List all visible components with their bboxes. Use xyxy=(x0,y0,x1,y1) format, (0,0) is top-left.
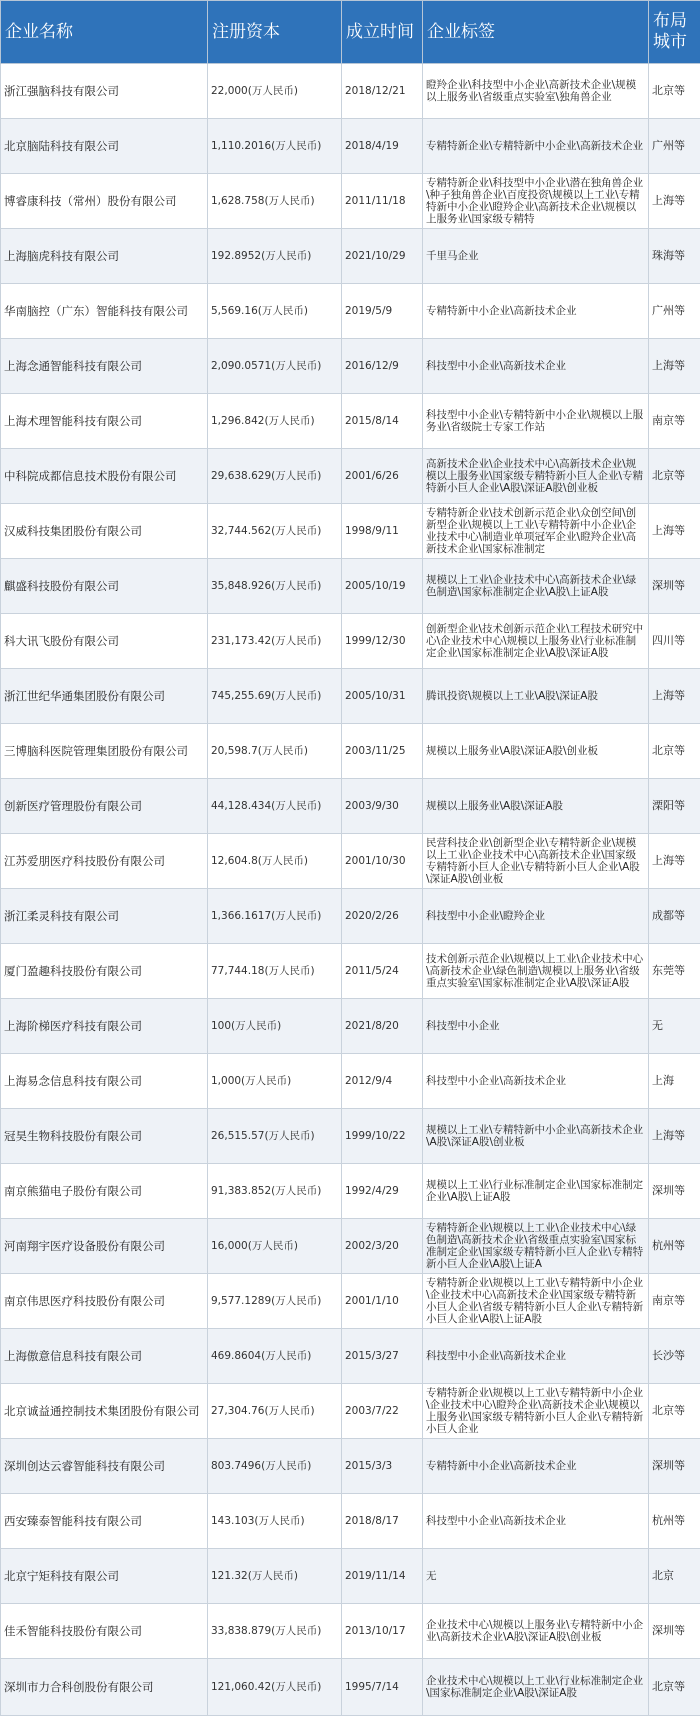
founded-date-cell: 2003/11/25 xyxy=(342,724,423,779)
table-row xyxy=(1,119,700,174)
company-tags-cell xyxy=(423,889,649,944)
city-cell: 四川等 xyxy=(649,614,700,669)
founded-date-cell: 2013/10/17 xyxy=(342,1604,423,1659)
city-cell: 溧阳等 xyxy=(649,779,700,834)
city-cell: 无 xyxy=(649,999,700,1054)
company-tags-cell xyxy=(423,614,649,669)
city-cell: 北京等 xyxy=(649,724,700,779)
registered-capital-cell: 231,173.42(万人民币) xyxy=(208,614,342,669)
table-row xyxy=(1,174,700,229)
header-row xyxy=(1,1,700,64)
company-tags-text: 专精特新中小企业\高新技术企业 xyxy=(426,305,645,317)
founded-date-cell: 2011/11/18 xyxy=(342,174,423,229)
company-tags-cell xyxy=(423,1054,649,1109)
company-name-cell: 西安臻泰智能科技有限公司 xyxy=(1,1494,208,1549)
company-name-cell: 北京宁矩科技有限公司 xyxy=(1,1549,208,1604)
founded-date-cell: 2018/4/19 xyxy=(342,119,423,174)
registered-capital-cell: 32,744.562(万人民币) xyxy=(208,504,342,559)
company-name-cell: 麒盛科技股份有限公司 xyxy=(1,559,208,614)
company-tags-cell xyxy=(423,1604,649,1659)
company-tags-text: 科技型中小企业\高新技术企业 xyxy=(426,1075,645,1087)
company-tags-text: 规模以上工业\专精特新中小企业\高新技术企业\A股\深证A股\创业板 xyxy=(426,1124,645,1148)
founded-date-cell: 1998/9/11 xyxy=(342,504,423,559)
city-cell: 上海等 xyxy=(649,669,700,724)
table-row xyxy=(1,669,700,724)
registered-capital-cell: 2,090.0571(万人民币) xyxy=(208,339,342,394)
company-name-cell: 厦门盈趣科技股份有限公司 xyxy=(1,944,208,999)
founded-date-cell: 1995/7/14 xyxy=(342,1659,423,1716)
header-founded-date: 成立时间 xyxy=(342,1,423,64)
registered-capital-cell: 29,638.629(万人民币) xyxy=(208,449,342,504)
company-name-cell: 江苏爱朋医疗科技股份有限公司 xyxy=(1,834,208,889)
registered-capital-cell: 5,569.16(万人民币) xyxy=(208,284,342,339)
company-tags-text: 规模以上工业\行业标准制定企业\国家标准制定企业\A股\上证A股 xyxy=(426,1179,645,1203)
city-cell: 南京等 xyxy=(649,394,700,449)
company-tags-cell xyxy=(423,119,649,174)
table-row xyxy=(1,1384,700,1439)
registered-capital-cell: 16,000(万人民币) xyxy=(208,1219,342,1274)
company-name-cell: 浙江柔灵科技有限公司 xyxy=(1,889,208,944)
company-tags-text: 科技型中小企业\高新技术企业 xyxy=(426,1350,645,1362)
city-cell: 上海 xyxy=(649,1054,700,1109)
city-cell: 广州等 xyxy=(649,284,700,339)
registered-capital-cell: 143.103(万人民币) xyxy=(208,1494,342,1549)
founded-date-cell: 2019/11/14 xyxy=(342,1549,423,1604)
header-company-tags: 企业标签 xyxy=(423,1,649,64)
table-row xyxy=(1,614,700,669)
company-name-cell: 上海易念信息科技有限公司 xyxy=(1,1054,208,1109)
company-name-cell: 浙江强脑科技有限公司 xyxy=(1,64,208,119)
table-row xyxy=(1,944,700,999)
city-cell: 上海等 xyxy=(649,174,700,229)
company-tags-cell xyxy=(423,724,649,779)
founded-date-cell: 2019/5/9 xyxy=(342,284,423,339)
table-row xyxy=(1,284,700,339)
header-company-name: 企业名称 xyxy=(1,1,208,64)
table-row xyxy=(1,1054,700,1109)
city-cell: 深圳等 xyxy=(649,559,700,614)
city-cell: 南京等 xyxy=(649,1274,700,1329)
company-name-cell: 上海术理智能科技有限公司 xyxy=(1,394,208,449)
city-cell: 深圳等 xyxy=(649,1604,700,1659)
table-row xyxy=(1,779,700,834)
company-tags-cell xyxy=(423,1384,649,1439)
city-cell: 东莞等 xyxy=(649,944,700,999)
company-tags-cell xyxy=(423,834,649,889)
city-cell: 北京等 xyxy=(649,1384,700,1439)
company-tags-cell xyxy=(423,669,649,724)
registered-capital-cell: 77,744.18(万人民币) xyxy=(208,944,342,999)
company-tags-text: 企业技术中心\规模以上工业\行业标准制定企业\国家标准制定企业\A股\深证A股 xyxy=(426,1675,645,1699)
company-tags-text: 专精特新企业\规模以上工业\企业技术中心\绿色制造\高新技术企业\省级重点实验室\国家标准制定企业\国家级专精特新小巨人企业\专精特新小巨人企业\A股\上证A xyxy=(426,1222,645,1270)
table-row xyxy=(1,834,700,889)
registered-capital-cell: 192.8952(万人民币) xyxy=(208,229,342,284)
registered-capital-cell: 26,515.57(万人民币) xyxy=(208,1109,342,1164)
city-cell: 杭州等 xyxy=(649,1219,700,1274)
company-name-cell: 北京诚益通控制技术集团股份有限公司 xyxy=(1,1384,208,1439)
founded-date-cell: 2002/3/20 xyxy=(342,1219,423,1274)
company-tags-text: 规模以上服务业\A股\深证A股 xyxy=(426,800,645,812)
company-tags-text: 专精特新企业\科技型中小企业\潜在独角兽企业\种子独角兽企业\百度投资\规模以上工业\专精特新中小企业\瞪羚企业\高新技术企业\规模以上服务业\国家级专精特 xyxy=(426,177,645,225)
registered-capital-cell: 9,577.1289(万人民币) xyxy=(208,1274,342,1329)
city-cell: 北京等 xyxy=(649,1659,700,1716)
founded-date-cell: 2003/7/22 xyxy=(342,1384,423,1439)
company-tags-text: 高新技术企业\企业技术中心\高新技术企业\规模以上服务业\国家级专精特新小巨人企业\专精特新小巨人企业\A股\深证A股\创业板 xyxy=(426,458,645,494)
company-name-cell: 科大讯飞股份有限公司 xyxy=(1,614,208,669)
company-tags-text: 专精特新中小企业\高新技术企业 xyxy=(426,1460,645,1472)
company-tags-cell xyxy=(423,64,649,119)
company-name-cell: 河南翔宇医疗设备股份有限公司 xyxy=(1,1219,208,1274)
table-row xyxy=(1,1439,700,1494)
table-row xyxy=(1,1329,700,1384)
company-tags-cell xyxy=(423,1494,649,1549)
company-tags-cell xyxy=(423,779,649,834)
founded-date-cell: 2020/2/26 xyxy=(342,889,423,944)
company-tags-cell xyxy=(423,229,649,284)
company-tags-text: 专精特新企业\专精特新中小企业\高新技术企业 xyxy=(426,140,645,152)
company-tags-cell xyxy=(423,1109,649,1164)
registered-capital-cell: 469.8604(万人民币) xyxy=(208,1329,342,1384)
company-tags-cell xyxy=(423,1549,649,1604)
company-name-cell: 中科院成都信息技术股份有限公司 xyxy=(1,449,208,504)
city-cell: 杭州等 xyxy=(649,1494,700,1549)
city-cell: 上海等 xyxy=(649,1109,700,1164)
founded-date-cell: 2021/8/20 xyxy=(342,999,423,1054)
registered-capital-cell: 1,366.1617(万人民币) xyxy=(208,889,342,944)
registered-capital-cell: 1,296.842(万人民币) xyxy=(208,394,342,449)
company-tags-cell xyxy=(423,1164,649,1219)
company-tags-text: 民营科技企业\创新型企业\专精特新企业\规模以上工业\企业技术中心\高新技术企业\国家级专精特新小巨人企业\专精特新小巨人企业\A股\深证A股\创业板 xyxy=(426,837,645,885)
registered-capital-cell: 1,110.2016(万人民币) xyxy=(208,119,342,174)
founded-date-cell: 1992/4/29 xyxy=(342,1164,423,1219)
city-cell: 上海等 xyxy=(649,339,700,394)
table-row xyxy=(1,724,700,779)
table-row xyxy=(1,64,700,119)
city-cell: 珠海等 xyxy=(649,229,700,284)
table-row xyxy=(1,1274,700,1329)
company-name-cell: 南京伟思医疗科技股份有限公司 xyxy=(1,1274,208,1329)
city-cell: 成都等 xyxy=(649,889,700,944)
company-name-cell: 三博脑科医院管理集团股份有限公司 xyxy=(1,724,208,779)
city-cell: 上海等 xyxy=(649,834,700,889)
table-row xyxy=(1,1549,700,1604)
founded-date-cell: 2016/12/9 xyxy=(342,339,423,394)
table-row xyxy=(1,999,700,1054)
city-cell: 广州等 xyxy=(649,119,700,174)
registered-capital-cell: 20,598.7(万人民币) xyxy=(208,724,342,779)
company-tags-cell xyxy=(423,999,649,1054)
company-tags-text: 技术创新示范企业\规模以上工业\企业技术中心\高新技术企业\绿色制造\规模以上服务业\省级重点实验室\国家标准制定企业\A股\深证A股 xyxy=(426,953,645,989)
company-tags-cell xyxy=(423,1439,649,1494)
registered-capital-cell: 27,304.76(万人民币) xyxy=(208,1384,342,1439)
city-cell: 北京等 xyxy=(649,449,700,504)
company-tags-cell xyxy=(423,394,649,449)
registered-capital-cell: 100(万人民币) xyxy=(208,999,342,1054)
company-tags-text: 专精特新企业\规模以上工业\专精特新中小企业\企业技术中心\高新技术企业\国家级专精特新小巨人企业\省级专精特新小巨人企业\专精特新小巨人企业\A股\上证A股 xyxy=(426,1277,645,1325)
founded-date-cell: 2018/8/17 xyxy=(342,1494,423,1549)
table-row xyxy=(1,449,700,504)
founded-date-cell: 2015/3/3 xyxy=(342,1439,423,1494)
registered-capital-cell: 803.7496(万人民币) xyxy=(208,1439,342,1494)
company-tags-cell xyxy=(423,1219,649,1274)
registered-capital-cell: 121.32(万人民币) xyxy=(208,1549,342,1604)
company-name-cell: 上海脑虎科技有限公司 xyxy=(1,229,208,284)
founded-date-cell: 2015/8/14 xyxy=(342,394,423,449)
registered-capital-cell: 1,000(万人民币) xyxy=(208,1054,342,1109)
registered-capital-cell: 35,848.926(万人民币) xyxy=(208,559,342,614)
company-tags-text: 科技型中小企业 xyxy=(426,1020,645,1032)
company-name-cell: 华南脑控（广东）智能科技有限公司 xyxy=(1,284,208,339)
city-cell: 深圳等 xyxy=(649,1164,700,1219)
table-row xyxy=(1,1164,700,1219)
company-name-cell: 上海念通智能科技有限公司 xyxy=(1,339,208,394)
founded-date-cell: 2015/3/27 xyxy=(342,1329,423,1384)
company-tags-cell xyxy=(423,174,649,229)
company-name-cell: 浙江世纪华通集团股份有限公司 xyxy=(1,669,208,724)
registered-capital-cell: 91,383.852(万人民币) xyxy=(208,1164,342,1219)
table-row xyxy=(1,394,700,449)
company-tags-text: 千里马企业 xyxy=(426,250,645,262)
company-name-cell: 北京脑陆科技有限公司 xyxy=(1,119,208,174)
company-name-cell: 冠昊生物科技股份有限公司 xyxy=(1,1109,208,1164)
company-tags-text: 瞪羚企业\科技型中小企业\高新技术企业\规模以上服务业\省级重点实验室\独角兽企业 xyxy=(426,79,645,103)
company-tags-cell xyxy=(423,339,649,394)
company-tags-text: 科技型中小企业\高新技术企业 xyxy=(426,360,645,372)
registered-capital-cell: 745,255.69(万人民币) xyxy=(208,669,342,724)
founded-date-cell: 2005/10/19 xyxy=(342,559,423,614)
company-tags-text: 企业技术中心\规模以上服务业\专精特新中小企业\高新技术企业\A股\深证A股\创业板 xyxy=(426,1619,645,1643)
city-cell: 北京等 xyxy=(649,64,700,119)
header-registered-capital: 注册资本 xyxy=(208,1,342,64)
table-row xyxy=(1,229,700,284)
city-cell: 上海等 xyxy=(649,504,700,559)
table-row xyxy=(1,504,700,559)
founded-date-cell: 2018/12/21 xyxy=(342,64,423,119)
founded-date-cell: 2003/9/30 xyxy=(342,779,423,834)
table-row xyxy=(1,1109,700,1164)
company-name-cell: 佳禾智能科技股份有限公司 xyxy=(1,1604,208,1659)
company-tags-text: 规模以上服务业\A股\深证A股\创业板 xyxy=(426,745,645,757)
company-tags-cell xyxy=(423,1274,649,1329)
founded-date-cell: 1999/12/30 xyxy=(342,614,423,669)
company-name-cell: 创新医疗管理股份有限公司 xyxy=(1,779,208,834)
registered-capital-cell: 33,838.879(万人民币) xyxy=(208,1604,342,1659)
registered-capital-cell: 44,128.434(万人民币) xyxy=(208,779,342,834)
table-row xyxy=(1,339,700,394)
table-row xyxy=(1,1494,700,1549)
city-cell: 深圳等 xyxy=(649,1439,700,1494)
table-row xyxy=(1,1219,700,1274)
company-tags-cell xyxy=(423,504,649,559)
company-name-cell: 上海傲意信息科技有限公司 xyxy=(1,1329,208,1384)
registered-capital-cell: 12,604.8(万人民币) xyxy=(208,834,342,889)
table-row xyxy=(1,1604,700,1659)
table-row xyxy=(1,559,700,614)
founded-date-cell: 2001/1/10 xyxy=(342,1274,423,1329)
company-name-cell: 深圳创达云睿智能科技有限公司 xyxy=(1,1439,208,1494)
founded-date-cell: 1999/10/22 xyxy=(342,1109,423,1164)
company-tags-text: 创新型企业\技术创新示范企业\工程技术研究中心\企业技术中心\规模以上服务业\行业标准制定企业\国家标准制定企业\A股\深证A股 xyxy=(426,623,645,659)
company-tags-text: 腾讯投资\规模以上工业\A股\深证A股 xyxy=(426,690,645,702)
registered-capital-cell: 1,628.758(万人民币) xyxy=(208,174,342,229)
company-name-cell: 汉威科技集团股份有限公司 xyxy=(1,504,208,559)
founded-date-cell: 2021/10/29 xyxy=(342,229,423,284)
company-name-cell: 南京熊猫电子股份有限公司 xyxy=(1,1164,208,1219)
company-tags-text: 规模以上工业\企业技术中心\高新技术企业\绿色制造\国家标准制定企业\A股\上证A股 xyxy=(426,574,645,598)
company-name-cell: 深圳市力合科创股份有限公司 xyxy=(1,1659,208,1716)
company-tags-cell xyxy=(423,1329,649,1384)
header-cities: 布局城市 xyxy=(649,1,700,64)
company-tags-text: 科技型中小企业\高新技术企业 xyxy=(426,1515,645,1527)
company-tags-text: 专精特新企业\规模以上工业\专精特新中小企业\企业技术中心\瞪羚企业\高新技术企业\规模以上服务业\国家级专精特新小巨人企业\专精特新小巨人企业 xyxy=(426,1387,645,1435)
city-cell: 北京 xyxy=(649,1549,700,1604)
founded-date-cell: 2001/6/26 xyxy=(342,449,423,504)
company-tags-text: 专精特新企业\技术创新示范企业\众创空间\创新型企业\规模以上工业\专精特新中小企业\企业技术中心\制造业单项冠军企业\瞪羚企业\高新技术企业\国家标准制定 xyxy=(426,507,645,555)
founded-date-cell: 2001/10/30 xyxy=(342,834,423,889)
company-tags-text: 科技型中小企业\瞪羚企业 xyxy=(426,910,645,922)
founded-date-cell: 2005/10/31 xyxy=(342,669,423,724)
company-tags-cell xyxy=(423,449,649,504)
company-tags-text: 科技型中小企业\专精特新中小企业\规模以上服务业\省级院士专家工作站 xyxy=(426,409,645,433)
registered-capital-cell: 22,000(万人民币) xyxy=(208,64,342,119)
company-name-cell: 上海阶梯医疗科技有限公司 xyxy=(1,999,208,1054)
company-tags-cell xyxy=(423,559,649,614)
city-cell: 长沙等 xyxy=(649,1329,700,1384)
table-row xyxy=(1,889,700,944)
founded-date-cell: 2011/5/24 xyxy=(342,944,423,999)
company-tags-cell xyxy=(423,944,649,999)
company-tags-cell xyxy=(423,284,649,339)
company-name-cell: 博睿康科技（常州）股份有限公司 xyxy=(1,174,208,229)
registered-capital-cell: 121,060.42(万人民币) xyxy=(208,1659,342,1716)
founded-date-cell: 2012/9/4 xyxy=(342,1054,423,1109)
company-tags-text: 无 xyxy=(426,1570,645,1582)
